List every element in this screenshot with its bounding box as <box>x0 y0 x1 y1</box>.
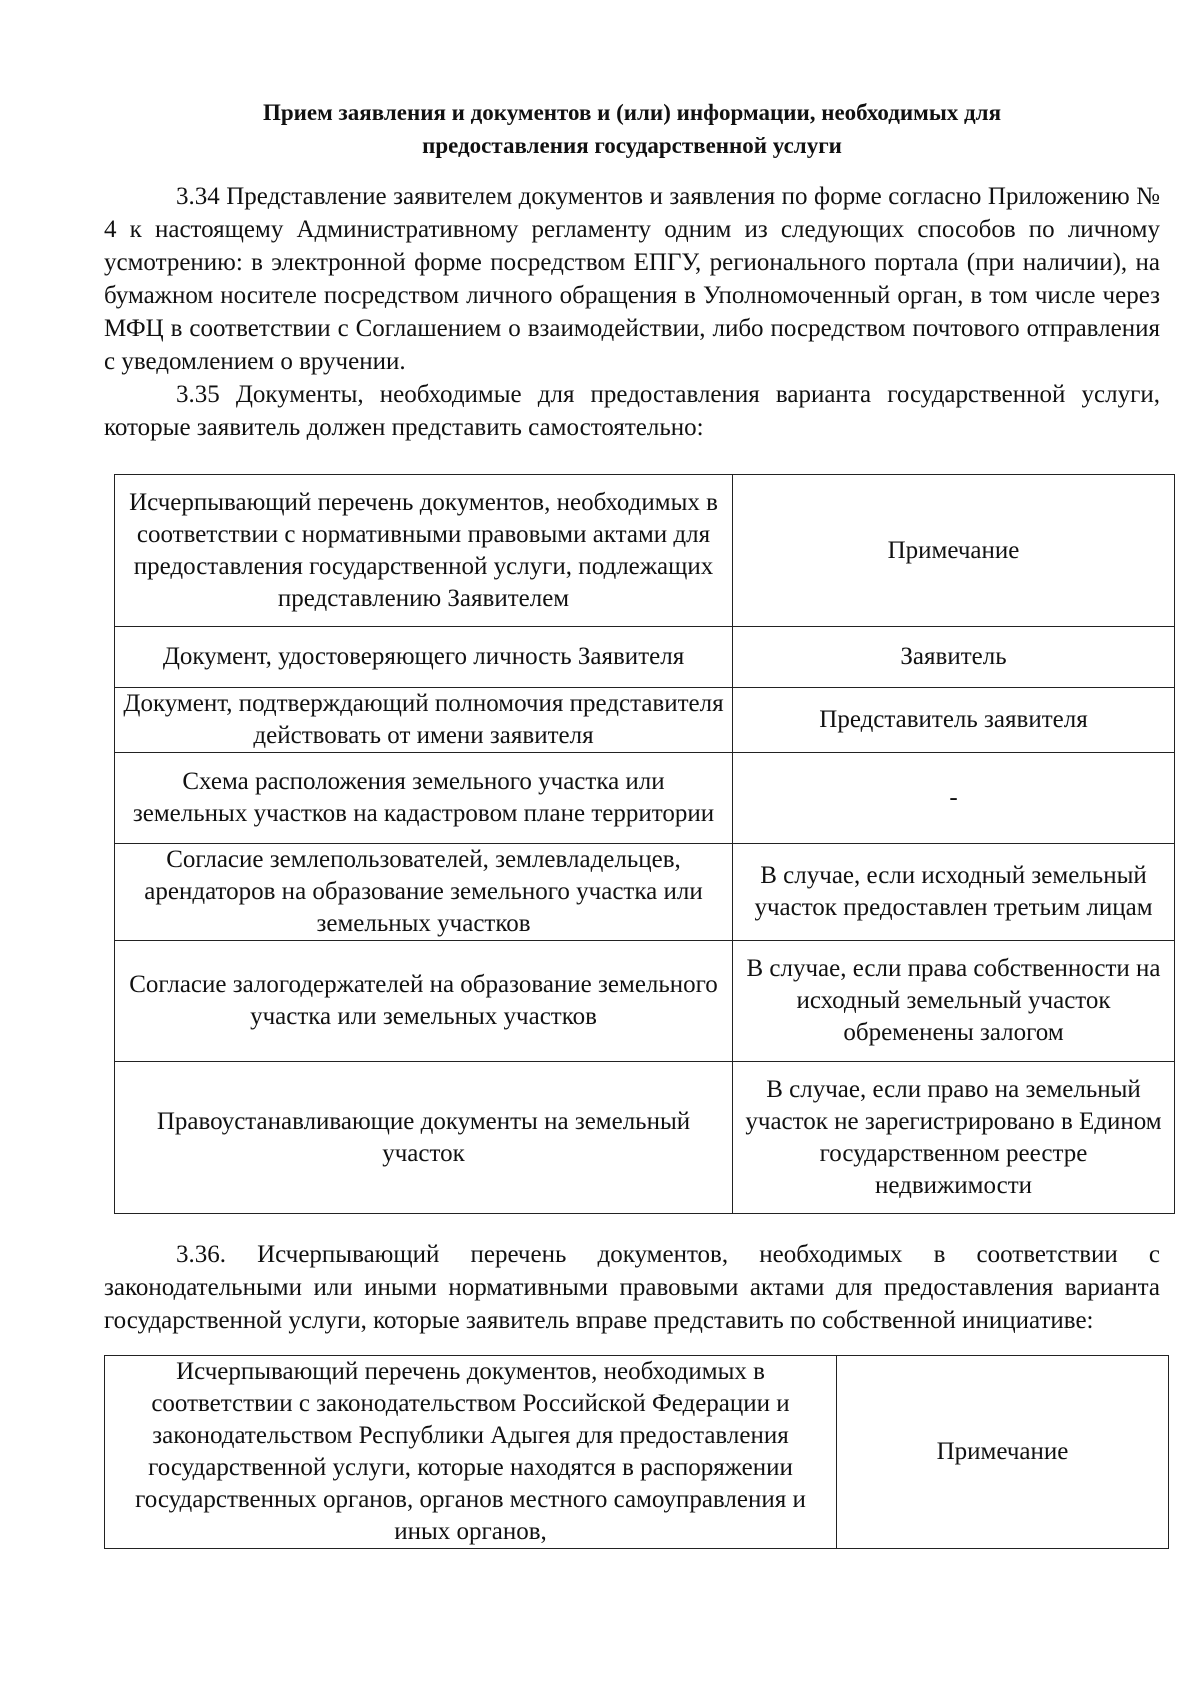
document-text: Согласие залогодержателей на образование земельного участка или земельных участков <box>129 971 718 1030</box>
document-text: Документ, удостоверяющего личность Заявителя <box>162 643 685 670</box>
note-cell <box>733 753 1175 844</box>
header-documents-text: Исчерпывающий перечень документов, необходимых в соответствии с законодательством Российской Федерации и законодательством Республики Адыгея для предоставления государственной услуги, которые находятся в распоряжении государственных органов, органов местного самоуправления и иных органов, <box>135 1358 806 1545</box>
optional-documents-table <box>104 1355 1169 1549</box>
table-header-row <box>115 475 1175 627</box>
document-cell <box>115 1062 733 1214</box>
paragraph-3-34: 3.34 Представление заявителем документов и заявления по форме согласно Приложению № 4 к настоящему Административному регламенту одним из следующих способов по личному усмотрению: в электронной форме посредством ЕПГУ, регионального портала (при наличии), на бумажном носителе посредством личного обращения в Уполномоченный орган, в том числе через МФЦ в соответствии с Соглашением о взаимодействии, либо посредством почтового отправления с уведомлением о вручении. <box>104 183 1160 375</box>
table-row <box>115 844 1175 941</box>
document-cell <box>115 844 733 941</box>
table-row <box>115 753 1175 844</box>
document-cell <box>115 753 733 844</box>
header-documents-cell <box>105 1356 837 1549</box>
note-text: В случае, если исходный земельный участок предоставлен третьим лицам <box>754 862 1153 921</box>
table-row <box>115 688 1175 753</box>
section-heading-line-1: Прием заявления и документов и (или) информации, необходимых для <box>262 100 1002 125</box>
section-heading-line-2: предоставления государственной услуги <box>422 133 842 158</box>
header-documents-text: Исчерпывающий перечень документов, необходимых в соответствии с нормативными правовыми актами для предоставления государственной услуги, подлежащих представлению Заявителем <box>129 488 718 612</box>
document-text: Правоустанавливающие документы на земельный участок <box>156 1107 691 1167</box>
document-text: Согласие землепользователей, землевладельцев, арендаторов на образование земельного участка или земельных участков <box>144 846 703 937</box>
note-cell <box>733 627 1175 688</box>
paragraph-3-36: 3.36. Исчерпывающий перечень документов, необходимых в соответствии с законодательными или иными нормативными правовыми актами для предоставления варианта государственной услуги, которые заявитель вправе представить по собственной инициативе: <box>104 1241 1160 1334</box>
header-note-text: Примечание <box>887 536 1020 564</box>
note-text: - <box>949 784 958 811</box>
document-cell <box>115 941 733 1062</box>
table-row <box>115 941 1175 1062</box>
required-documents-table <box>114 474 1175 1214</box>
section-heading <box>104 96 1160 162</box>
table-row <box>115 627 1175 688</box>
header-note-cell <box>733 475 1175 627</box>
table-header-row <box>105 1356 1169 1549</box>
note-cell <box>733 688 1175 753</box>
note-cell <box>733 844 1175 941</box>
document-text: Схема расположения земельного участка или земельных участков на кадастровом плане территории <box>132 768 715 827</box>
note-text: Представитель заявителя <box>819 706 1088 733</box>
document-cell <box>115 688 733 753</box>
document-text: Документ, подтверждающий полномочия представителя действовать от имени заявителя <box>123 690 724 749</box>
note-text: В случае, если права собственности на исходный земельный участок обременены залогом <box>746 955 1161 1046</box>
note-cell <box>733 941 1175 1062</box>
header-note-cell <box>837 1356 1169 1549</box>
header-note-text: Примечание <box>936 1438 1069 1465</box>
document-cell <box>115 627 733 688</box>
table-row <box>115 1062 1175 1214</box>
document-page <box>104 96 1160 1549</box>
note-text: Заявитель <box>900 643 1007 670</box>
paragraph-3-35: 3.35 Документы, необходимые для предоставления варианта государственной услуги, которые заявитель должен представить самостоятельно: <box>104 381 1160 441</box>
note-cell <box>733 1062 1175 1214</box>
header-documents-cell <box>115 475 733 627</box>
note-text: В случае, если право на земельный участок не зарегистрировано в Едином государственном реестре недвижимости <box>745 1075 1162 1199</box>
